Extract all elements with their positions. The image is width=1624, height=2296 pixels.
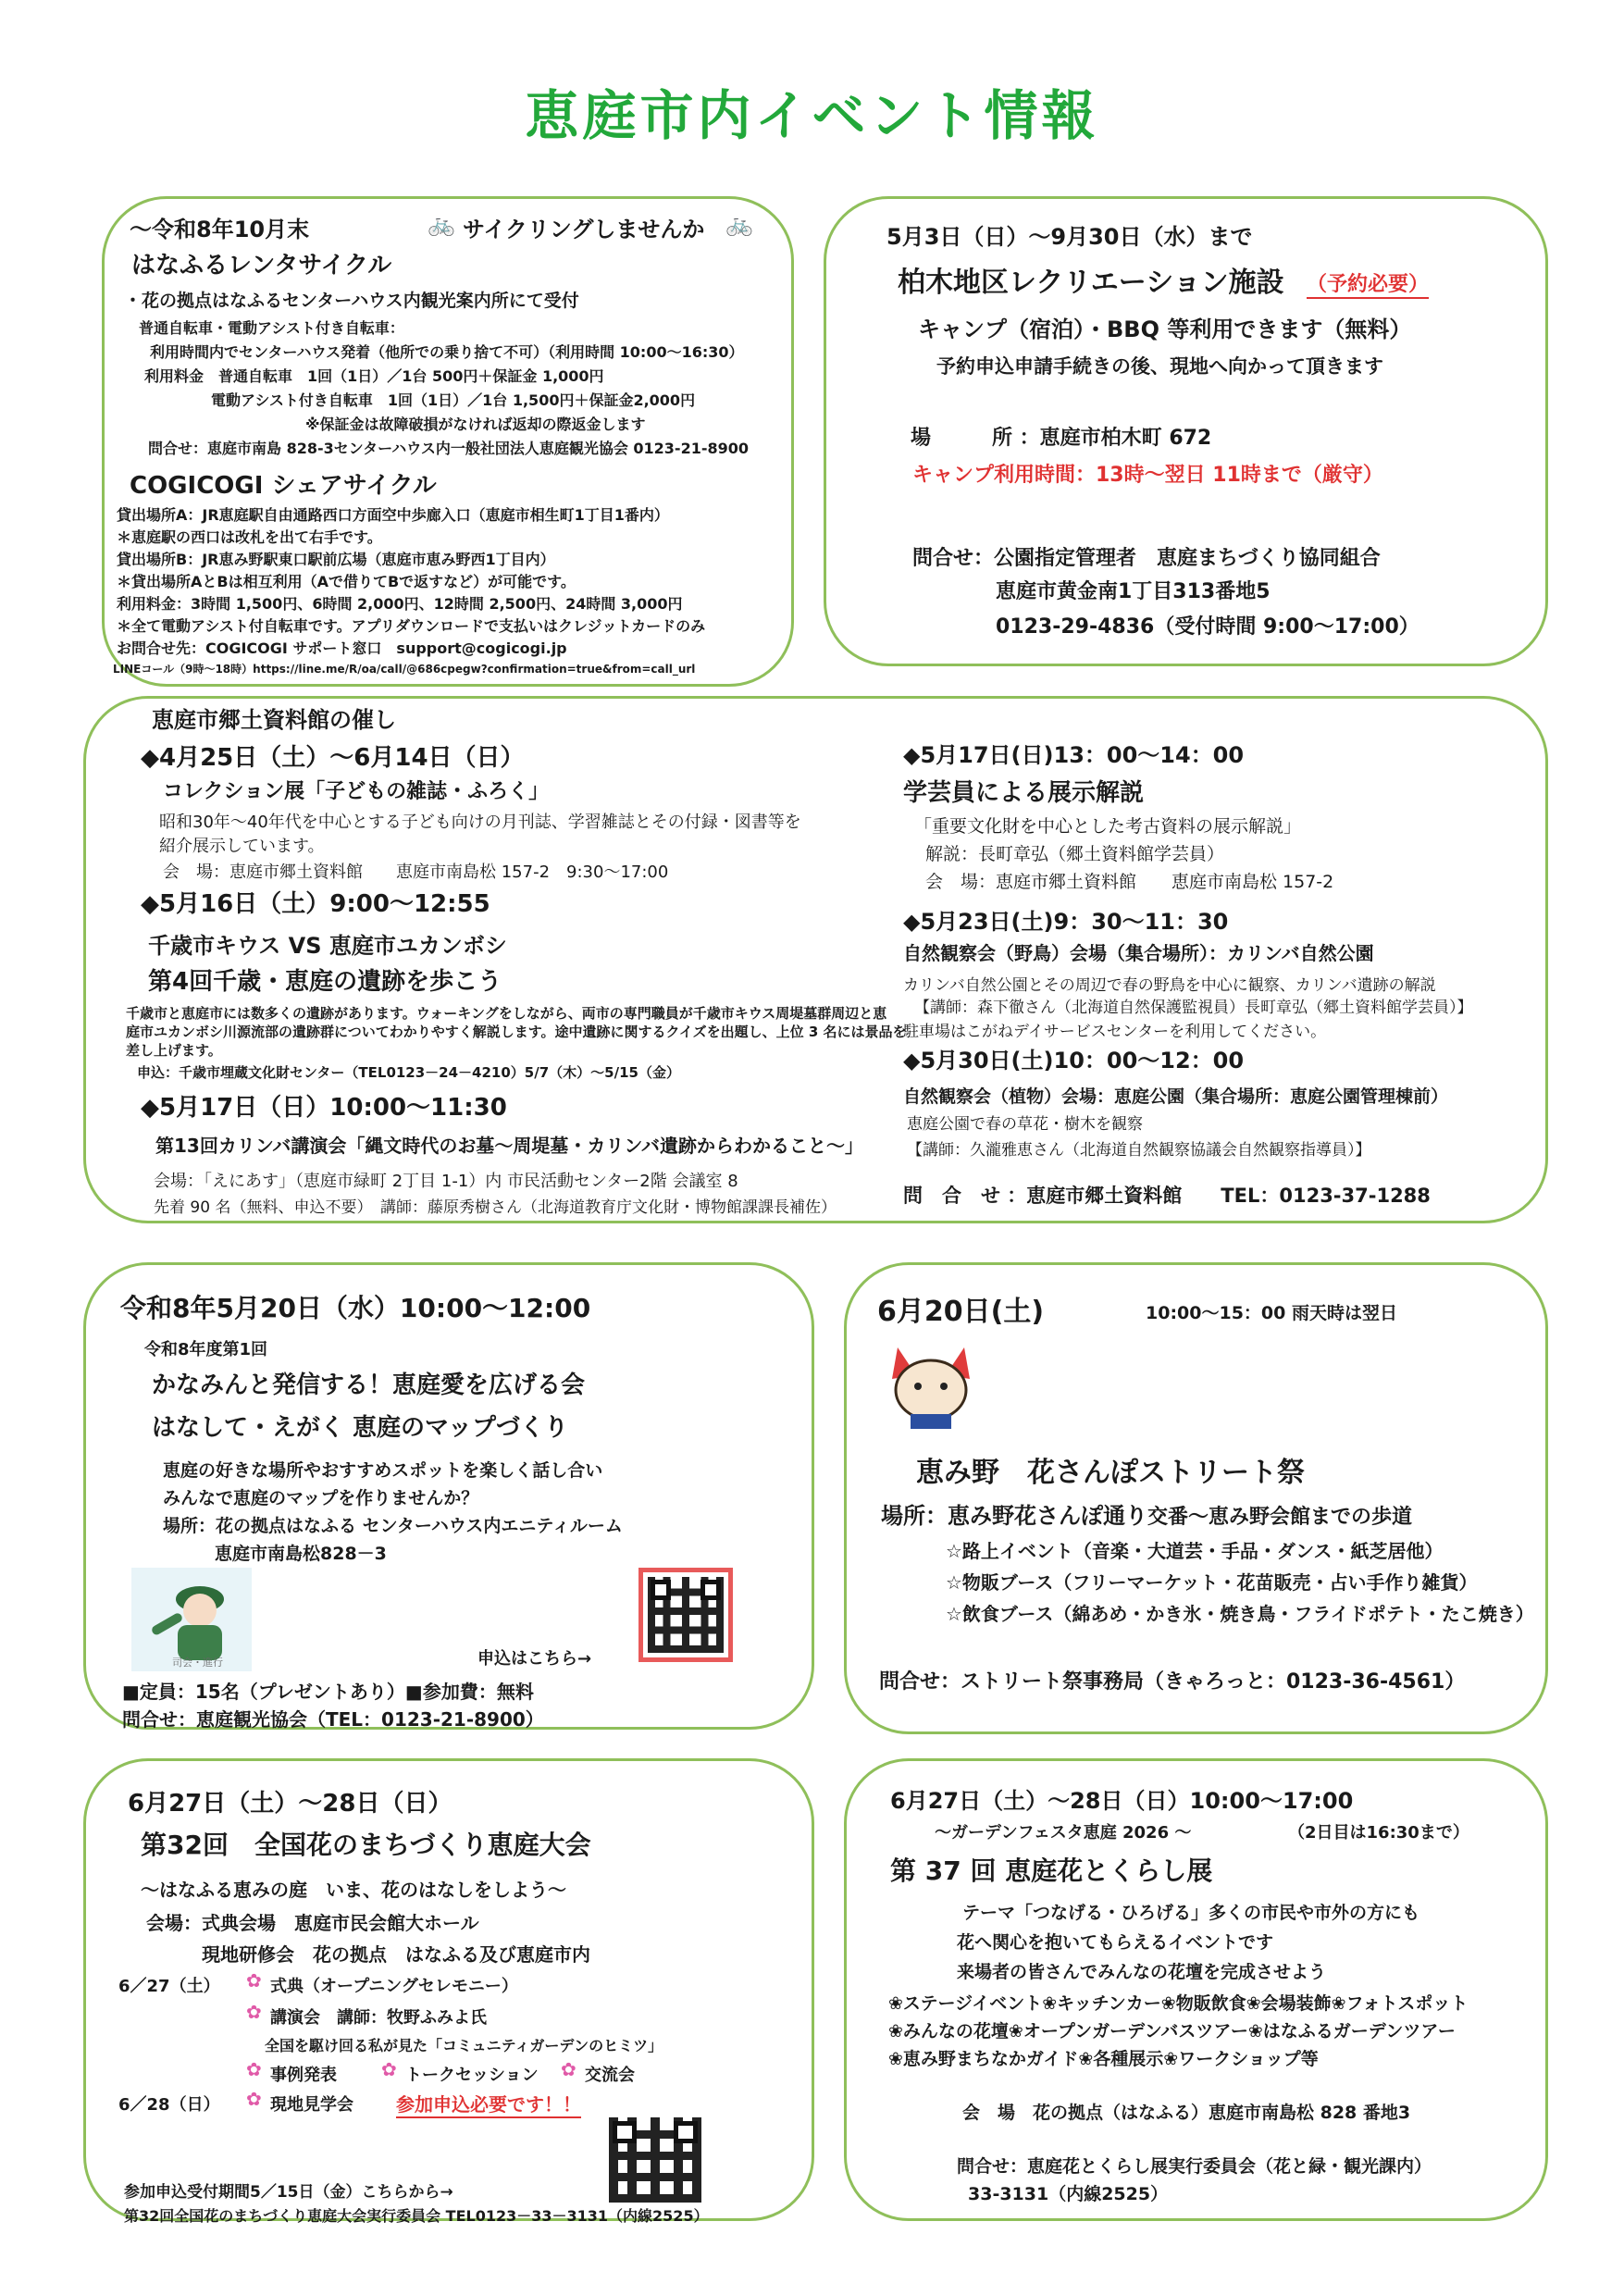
qr-code[interactable] (609, 2117, 701, 2203)
museum-left-line: 先着 90 名（無料、申込不要） 講師：藤原秀樹さん（北海道教育庁文化財・博物館課課長補佐） (154, 1198, 837, 1217)
rental-line: ・花の拠点はなふるセンターハウス内観光案内所にて受付 (124, 291, 579, 311)
museum-left-line: 差し上げます。 (126, 1042, 222, 1059)
museum-right-line: 駐車場はこがねデイサービスセンターを利用してください。 (903, 1023, 1327, 1041)
museum-left-line: 昭和30年～40年代を中心とする子ども向けの月刊誌、学習雑誌とその付録・図書等を (159, 813, 801, 832)
national-apply-required: 参加申込必要です！！ (396, 2090, 581, 2118)
rental-line: ※保証金は故障破損がなければ返却の際返金します (305, 416, 646, 433)
museum-right-line: 自然観察会（植物）会場：恵庭公園（集合場所：恵庭公園管理棟前） (903, 1086, 1449, 1107)
map-event-desc: 恵庭の好きな場所やおすすめスポットを楽しく話し合い (163, 1460, 603, 1481)
cogi-line: 貸出場所B：JR恵み野駅東口駅前広場（恵庭市恵み野西1丁目内） (117, 551, 555, 568)
page-title: 恵庭市内イベント情報 (525, 84, 1099, 147)
museum-heading: 恵庭市郷土資料館の催し (152, 707, 396, 733)
national-venue: 会場：式典会場 恵庭市民会館大ホール (146, 1912, 479, 1934)
bicycle-icon: 🚲 (428, 211, 455, 237)
museum-right-line: 【講師：森下徹さん（北海道自然保護監視員）長町章弘（郷土資料館学芸員）】 (914, 999, 1473, 1017)
national-day1-item: 全国を駆け回る私が見た「コミュニティガーデンのヒミツ」 (265, 2037, 663, 2054)
national-day2-item: 現地見学会 (270, 2095, 353, 2115)
street-place-name: 場所：恵み野花さんぽ通り (881, 1503, 1147, 1529)
flower-icon: ✿ (561, 2058, 576, 2080)
national-day1-item: トークセッション (405, 2066, 539, 2085)
garden-date: 6月27日（土）～28日（日）10:00～17:00 (890, 1788, 1354, 1814)
qr-code[interactable] (648, 1577, 724, 1653)
mascot-caption: 司会・進行 (172, 1657, 223, 1669)
street-place-range: 交番～恵み野会館までの歩道 (1147, 1506, 1413, 1529)
kashiwagi-desc: キャンプ（宿泊）・BBQ 等利用できます（無料） (918, 316, 1412, 342)
museum-right-line: ◆5月30日(土)10：00～12：00 (903, 1048, 1245, 1074)
street-item: ☆路上イベント（音楽・大道芸・手品・ダンス・紙芝居他） (946, 1540, 1444, 1562)
museum-left-line: 申込：千歳市埋蔵文化財センター（TEL0123－24－4210）5/7（木）～5/15（金） (137, 1064, 680, 1081)
cycling-slogan: サイクリングしませんか (463, 217, 705, 242)
street-time: 10:00～15：00 雨天時は翌日 (1146, 1303, 1397, 1323)
national-day1-item: 式典（オープニングセレモニー） (270, 1977, 518, 1996)
national-sub: ～はなふる恵みの庭 いま、花のはなしをしよう～ (141, 1879, 566, 1901)
museum-right-line: 「重要文化財を中心とした考古資料の展示解説」 (914, 816, 1302, 837)
museum-left-line: 千歳市キウス VS 恵庭市ユカンボシ (148, 933, 507, 959)
garden-desc: 花へ関心を抱いてもらえるイベントです (957, 1932, 1274, 1953)
museum-left-line: 千歳市と恵庭市には数多くの遺跡があります。ウォーキングをしながら、両市の専門職員が千歳市キウス周堤墓群周辺と恵 (126, 1005, 887, 1022)
national-day1-item: 事例発表 (270, 2066, 337, 2085)
museum-right-line: 会 場：恵庭市郷土資料館 恵庭市南島松 157-2 (925, 872, 1334, 892)
map-event-sub: 令和8年度第1回 (144, 1340, 268, 1359)
kashiwagi-camp-time: キャンプ利用時間：13時～翌日 11時まで（厳守） (912, 464, 1383, 487)
cycling-period: ～令和8年10月末 (130, 217, 310, 242)
garden-note: （2日目は16:30まで） (1288, 1823, 1469, 1843)
national-committee: 第32回全国花のまちづくり恵庭大会実行委員会 TEL0123－33－3131（内線2525） (124, 2207, 709, 2225)
national-apply-period: 参加申込受付期間5／15日（金）こちらから→ (124, 2183, 453, 2202)
garden-tags: ❀ステージイベント❀キッチンカー❀物販飲食❀会場装飾❀フォトスポット (888, 1993, 1469, 2014)
cogi-line: ＊貸出場所AとBは相互利用（Aで借りてBで返すなど）が可能です。 (117, 573, 576, 590)
street-place (881, 1497, 1412, 1530)
garden-fes: ～ガーデンフェスタ恵庭 2026 ～ (935, 1823, 1192, 1843)
kashiwagi-contact: 問合せ：公園指定管理者 恵庭まちづくり協同組合 (912, 547, 1381, 570)
cogi-line: お問合せ先：COGICOGI サポート窓口 support@cogicogi.jp (117, 639, 567, 657)
museum-right-line: 【講師：久瀧雅恵さん（北海道自然観察協議会自然観察指導員）】 (907, 1141, 1371, 1160)
museum-right-line: 学芸員による展示解説 (903, 779, 1145, 807)
rental-line: 問合せ：恵庭市南島 828-3センターハウス内一般社団法人恵庭観光協会 0123-21-8900 (148, 440, 750, 457)
map-event-place: 恵庭市南島松828－3 (215, 1544, 387, 1564)
museum-right-line: 問 合 せ ：恵庭市郷土資料館 TEL：0123-37-1288 (903, 1185, 1431, 1207)
kashiwagi-title: 柏木地区レクリエーション施設 (898, 267, 1284, 299)
museum-left-line: 第13回カリンバ講演会「縄文時代のお墓～周堤墓・カリンバ遺跡からわかること～」 (155, 1135, 864, 1157)
national-venue: 現地研修会 花の拠点 はなふる及び恵庭市内 (202, 1943, 590, 1966)
mascot-fox-illustration (879, 1334, 983, 1433)
kashiwagi-place: 場 所 ：恵庭市柏木町 672 (911, 427, 1212, 450)
map-event-title: かなみんと発信する！恵庭愛を広げる会 (152, 1371, 586, 1399)
street-item: ☆飲食ブース（綿あめ・かき氷・焼き鳥・フライドポテト・たこ焼き） (946, 1603, 1534, 1625)
map-event-desc: みんなで恵庭のマップを作りませんか？ (163, 1488, 479, 1508)
garden-desc: 来場者の皆さんでみんなの花壇を完成させよう (957, 1962, 1327, 1982)
rental-line: 電動アシスト付き自転車 1回（1日）／1台 1,500円＋保証金2,000円 (211, 391, 696, 409)
flower-icon: ✿ (381, 2058, 397, 2080)
map-contact: 問合せ：恵庭観光協会（TEL：0123-21-8900） (122, 1708, 544, 1731)
garden-title: 第 37 回 恵庭花とくらし展 (890, 1855, 1213, 1886)
map-apply-label: 申込はこちら→ (477, 1649, 592, 1669)
rental-title: はなふるレンタサイクル (131, 252, 392, 279)
cogi-line: 貸出場所A：JR恵庭駅自由通路西口方面空中歩廊入口（恵庭市相生町1丁目1番内） (117, 506, 669, 524)
national-title: 第32回 全国花のまちづくり恵庭大会 (141, 1830, 591, 1860)
museum-left-line: ◆4月25日（土）～6月14日（日） (141, 744, 525, 772)
map-event-date: 令和8年5月20日（水）10:00～12:00 (120, 1293, 591, 1323)
garden-desc: テーマ「つなげる・ひろげる」多くの市民や市外の方にも (962, 1903, 1420, 1923)
museum-left-line: 会 場：恵庭市郷土資料館 恵庭市南島松 157-2 9:30～17:00 (163, 863, 669, 882)
rental-line: 普通自転車・電動アシスト付き自転車： (139, 319, 404, 337)
national-day1-item: 講演会 講師：牧野ふみよ氏 (270, 2008, 487, 2028)
flower-icon: ✿ (246, 2058, 262, 2080)
flower-icon: ✿ (246, 2088, 262, 2110)
museum-left-line: 第4回千歳・恵庭の遺跡を歩こう (148, 968, 502, 996)
museum-right-line: 恵庭公園で春の草花・樹木を観察 (907, 1115, 1143, 1134)
kashiwagi-desc: 予約申込申請手続きの後、現地へ向かって頂きます (936, 355, 1383, 378)
street-item: ☆物販ブース（フリーマーケット・花苗販売・占い手作り雑貨） (946, 1571, 1478, 1594)
rental-line: 利用料金 普通自転車 1回（1日）／1台 500円＋保証金 1,000円 (144, 367, 604, 385)
national-day1: 6／27（土） (118, 1977, 220, 1996)
kashiwagi-period: 5月3日（日）～9月30日（水）まで (886, 224, 1253, 250)
cogi-line-url[interactable]: LINEコール（9時～18時）https://line.me/R/oa/call/@686cpegw?confirmation=true&from=call_url (113, 663, 696, 676)
cogi-line: ＊恵庭駅の西口は改札を出て右手です。 (117, 528, 382, 546)
national-date: 6月27日（土）～28日（日） (128, 1790, 452, 1818)
garden-venue: 会 場 花の拠点（はなふる）恵庭市南島松 828 番地3 (962, 2103, 1411, 2123)
flower-icon: ✿ (246, 1969, 262, 1992)
kashiwagi-contact: 恵庭市黄金南1丁目313番地5 (996, 580, 1271, 603)
museum-left-line: ◆5月16日（土）9:00～12:55 (141, 890, 490, 918)
museum-right-line: ◆5月17日(日)13：00～14：00 (903, 742, 1245, 768)
garden-tags: ❀恵み野まちなかガイド❀各種展示❀ワークショップ等 (888, 2049, 1319, 2069)
garden-tags: ❀みんなの花壇❀オープンガーデンバスツアー❀はなふるガーデンツアー (888, 2021, 1456, 2042)
garden-contact: 問合せ：恵庭花とくらし展実行委員会（花と緑・観光課内） (957, 2156, 1432, 2177)
museum-right-line: 解説：長町章弘（郷土資料館学芸員） (925, 844, 1225, 864)
garden-contact: 33-3131（内線2525） (968, 2184, 1169, 2204)
cogi-line: ＊全て電動アシスト付自転車です。アプリダウンロードで支払いはクレジットカードのみ (117, 617, 706, 635)
street-date: 6月20日(土) (877, 1296, 1045, 1328)
museum-left-line: 会場：「えにあす」（恵庭市緑町 2丁目 1-1）内 市民活動センター2階 会議室 8 (154, 1172, 738, 1191)
kashiwagi-reserve: （予約必要） (1307, 268, 1429, 299)
museum-right-line: 自然観察会（野鳥）会場（集合場所）：カリンバ自然公園 (903, 942, 1374, 964)
street-title: 恵み野 花さんぽストリート祭 (916, 1457, 1305, 1489)
museum-left-line: ◆5月17日（日）10:00～11:30 (141, 1094, 507, 1122)
cogi-title: COGICOGI シェアサイクル (130, 472, 437, 500)
museum-left-line: 庭市ユカンボシ川源流部の遺跡群についてわかりやすく解説します。途中遺跡に関するクイズを出題し、上位 3 名には景品を (126, 1024, 907, 1040)
museum-right-line: カリンバ自然公園とその周辺で春の野鳥を中心に観察、カリンバ遺跡の解説 (903, 976, 1436, 995)
cogi-line: 利用料金：3時間 1,500円、6時間 2,000円、12時間 2,500円、24時間 3,000円 (117, 595, 683, 613)
map-capacity: ■定員：15名（プレゼントあり）■参加費：無料 (122, 1681, 534, 1703)
rental-line: 利用時間内でセンターハウス発着（他所での乗り捨て不可）（利用時間 10:00～16:30） (150, 343, 744, 361)
bicycle-icon: 🚲 (725, 211, 753, 237)
map-event-title: はなして・えがく 恵庭のマップづくり (152, 1414, 569, 1442)
national-day2: 6／28（日） (118, 2095, 220, 2115)
kashiwagi-contact: 0123-29-4836（受付時間 9:00～17:00） (996, 615, 1419, 639)
museum-left-line: コレクション展「子どもの雑誌・ふろく」 (163, 780, 550, 803)
map-event-place: 場所：花の拠点はなふる センターハウス内エニティルーム (163, 1516, 623, 1536)
national-day1-item: 交流会 (585, 2066, 635, 2085)
flower-icon: ✿ (246, 2001, 262, 2023)
museum-right-line: ◆5月23日(土)9：30～11：30 (903, 909, 1229, 935)
museum-left-line: 紹介展示しています。 (159, 837, 325, 856)
street-contact: 問合せ：ストリート祭事務局（きゃろっと：0123-36-4561） (879, 1670, 1466, 1694)
